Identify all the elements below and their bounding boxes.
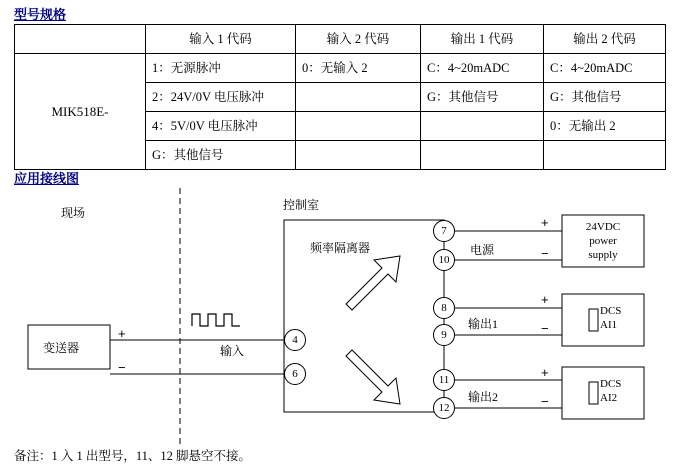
transmitter-label: 变送器 <box>43 341 80 355</box>
header-cell-output2: 输出 2 代码 <box>544 25 666 54</box>
dcs2-line-1: DCS <box>600 378 622 390</box>
power-minus-sign: − <box>541 246 549 261</box>
cell-input1-2: 2：24V/0V 电压脉冲 <box>146 83 296 112</box>
power-supply-line-3: supply <box>588 249 618 261</box>
cell-input2-3 <box>296 112 421 141</box>
output1-plus-sign: + <box>541 292 549 307</box>
cell-output2-4 <box>544 141 666 170</box>
power-label: 电源 <box>470 243 495 257</box>
cell-output2-1: C：4~20mADC <box>544 54 666 83</box>
power-plus-sign: + <box>541 215 549 230</box>
isolator-label: 频率隔离器 <box>310 241 371 255</box>
cell-input2-4 <box>296 141 421 170</box>
wiring-diagram-heading: 应用接线图 <box>14 171 80 186</box>
table-row <box>15 54 666 83</box>
header-cell-output1: 输出 1 代码 <box>421 25 544 54</box>
cell-input1-3: 4：5V/0V 电压脉冲 <box>146 112 296 141</box>
output1-minus-sign: − <box>541 321 549 336</box>
model-spec-table <box>14 24 666 170</box>
cell-input1-1: 1：无源脉冲 <box>146 54 296 83</box>
header-cell-input1: 输入 1 代码 <box>146 25 296 54</box>
terminal-10[interactable]: 10 <box>433 249 455 271</box>
cell-input1-4: G：其他信号 <box>146 141 296 170</box>
transmitter-minus-sign: − <box>118 360 126 375</box>
cell-input2-1: 0：无输入 2 <box>296 54 421 83</box>
power-supply-line-2: power <box>589 235 617 247</box>
input-label: 输入 <box>220 344 245 358</box>
model-name-cell: MIK518E- <box>15 54 146 170</box>
dcs2-line-2: AI2 <box>600 392 618 404</box>
cell-input2-2 <box>296 83 421 112</box>
cell-output2-3: 0：无输出 2 <box>544 112 666 141</box>
cell-output1-3 <box>421 112 544 141</box>
terminal-7[interactable]: 7 <box>433 220 455 242</box>
dcs1-line-1: DCS <box>600 305 622 317</box>
terminal-12[interactable]: 12 <box>433 397 455 419</box>
table-header-row <box>15 25 666 54</box>
zone-label-control-room: 控制室 <box>283 198 320 212</box>
terminal-9[interactable]: 9 <box>433 324 455 346</box>
output2-label: 输出2 <box>468 390 499 404</box>
wiring-diagram <box>0 182 681 452</box>
output2-plus-sign: + <box>541 365 549 380</box>
dcs1-line-2: AI1 <box>600 319 618 331</box>
model-spec-heading: 型号规格 <box>14 7 67 22</box>
terminal-6[interactable]: 6 <box>284 363 306 385</box>
power-supply-line-1: 24VDC <box>585 221 621 233</box>
output2-minus-sign: − <box>541 394 549 409</box>
output1-label: 输出1 <box>468 317 499 331</box>
cell-output1-1: C：4~20mADC <box>421 54 544 83</box>
terminal-11[interactable]: 11 <box>433 369 455 391</box>
terminal-4[interactable]: 4 <box>284 329 306 351</box>
header-cell-input2: 输入 2 代码 <box>296 25 421 54</box>
terminal-8[interactable]: 8 <box>433 297 455 319</box>
header-cell-blank <box>15 25 146 54</box>
zone-label-field: 现场 <box>61 206 86 220</box>
transmitter-plus-sign: + <box>118 326 126 341</box>
cell-output1-2: G：其他信号 <box>421 83 544 112</box>
cell-output2-2: G：其他信号 <box>544 83 666 112</box>
cell-output1-4 <box>421 141 544 170</box>
note-text: 备注：1 入 1 出型号，11、12 脚悬空不接。 <box>14 449 252 463</box>
